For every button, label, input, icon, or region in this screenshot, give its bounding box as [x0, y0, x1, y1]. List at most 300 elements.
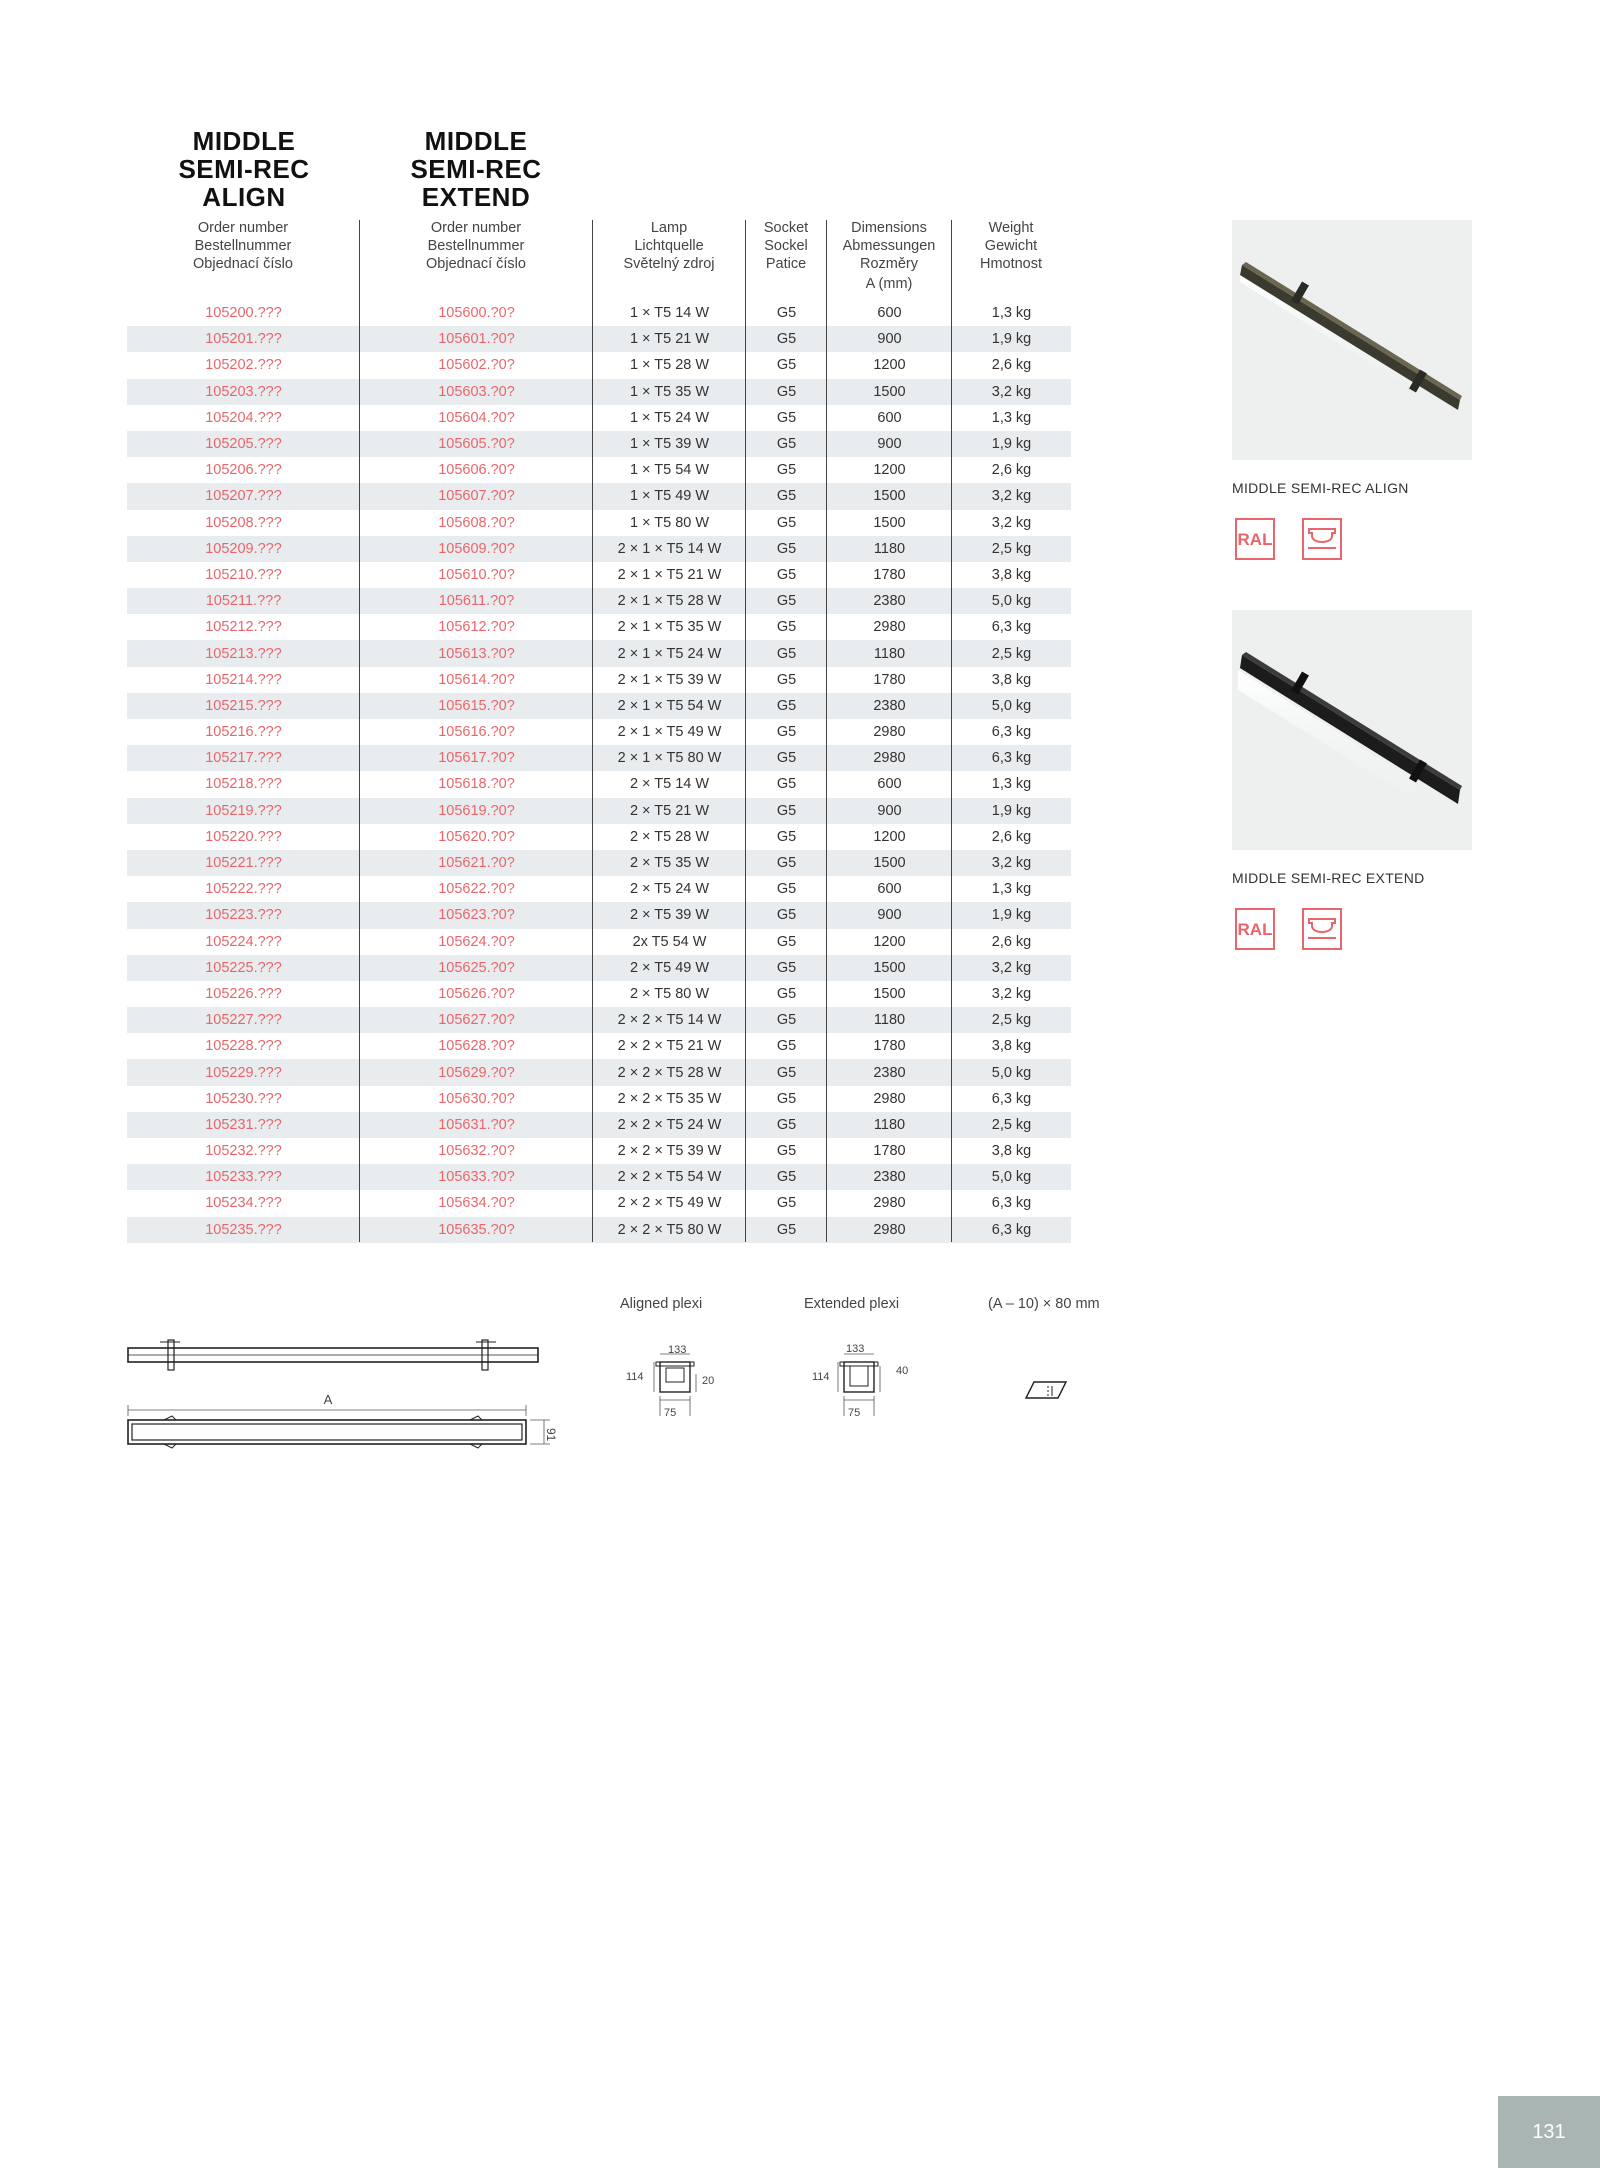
header-text: A (mm): [865, 276, 913, 292]
dim-40: 40: [896, 1365, 909, 1377]
dim-114: 114: [626, 1371, 644, 1383]
order-number-align-cell: 105205.???: [127, 431, 360, 457]
order-number-extend-cell: 105624.?0?: [438, 933, 515, 950]
order-number-extend-cell: 105626.?0?: [438, 985, 515, 1002]
header-text: Abmessungen: [842, 238, 936, 254]
header-socket: [746, 219, 826, 273]
dimension-cell: 600: [877, 881, 902, 898]
weight-cell: 3,2 kg: [952, 850, 1071, 876]
socket-cell: G5: [746, 1164, 827, 1190]
weight-cell: 2,6 kg: [991, 828, 1032, 845]
ceiling-cutout-icon: [1020, 1376, 1070, 1406]
order-number-align-cell: 105204.???: [205, 409, 282, 426]
order-number-align-cell: 105212.???: [205, 619, 282, 636]
lamp-cell: 2 × 1 × T5 35 W: [617, 619, 722, 636]
dim-114: 114: [812, 1371, 830, 1383]
dimension-cell: 600: [877, 305, 902, 322]
order-number-extend-cell: 105614.?0?: [438, 671, 515, 688]
table-row: [127, 562, 1071, 588]
order-number-align-cell: 105208.???: [205, 514, 282, 531]
cutout-label: (A – 10) × 80 mm: [988, 1296, 1100, 1312]
extended-plexi-section: [804, 1340, 914, 1434]
weight-cell: 3,8 kg: [991, 566, 1032, 583]
lamp-cell: 1 × T5 80 W: [629, 514, 710, 531]
order-number-extend-cell: 105604.?0?: [438, 409, 515, 426]
header-text: Objednací číslo: [426, 256, 526, 272]
header-weight: [952, 219, 1070, 273]
lamp-cell: 2 × T5 49 W: [593, 955, 746, 981]
table-row: [127, 510, 1071, 536]
header-order-align: [127, 219, 359, 273]
caption-align: MIDDLE SEMI-REC ALIGN: [1232, 480, 1409, 496]
lamp-cell: 2 × 2 × T5 49 W: [617, 1195, 722, 1212]
weight-cell: 2,6 kg: [991, 357, 1032, 374]
order-number-align-cell: 105218.???: [205, 776, 282, 793]
ral-label: RAL: [1237, 920, 1273, 939]
order-number-align-cell: 105234.???: [205, 1195, 282, 1212]
order-number-align-cell: 105229.???: [127, 1059, 360, 1085]
socket-cell: G5: [776, 357, 797, 374]
weight-cell: 1,3 kg: [991, 305, 1032, 322]
order-number-align-cell: 105217.???: [127, 745, 360, 771]
socket-cell: G5: [776, 776, 797, 793]
title-extend: [392, 127, 560, 211]
lamp-cell: 2 × T5 21 W: [593, 798, 746, 824]
order-number-align-cell: 105224.???: [205, 933, 282, 950]
dimension-cell: 2980: [827, 745, 952, 771]
dimension-cell: 1500: [827, 955, 952, 981]
weight-cell: 3,2 kg: [952, 379, 1071, 405]
header-text: Sockel: [764, 238, 808, 254]
socket-cell: G5: [776, 619, 797, 636]
weight-cell: 2,6 kg: [991, 462, 1032, 479]
dimension-cell: 900: [827, 431, 952, 457]
socket-cell: G5: [746, 693, 827, 719]
order-number-extend-cell: 105615.?0?: [360, 693, 593, 719]
socket-cell: G5: [776, 828, 797, 845]
order-number-align-cell: 105231.???: [127, 1112, 360, 1138]
socket-cell: G5: [776, 671, 797, 688]
socket-cell: G5: [776, 724, 797, 741]
aligned-plexi-label: Aligned plexi: [620, 1296, 703, 1312]
socket-cell: G5: [776, 1195, 797, 1212]
table-row: [127, 1164, 1071, 1190]
table-row: [127, 955, 1071, 981]
order-number-align-cell: 105220.???: [205, 828, 282, 845]
socket-cell: G5: [776, 409, 797, 426]
lamp-cell: 2 × 1 × T5 14 W: [593, 536, 746, 562]
order-number-extend-cell: 105635.?0?: [360, 1217, 593, 1243]
table-row: [127, 824, 1071, 850]
aligned-plexi-section: [620, 1344, 730, 1434]
order-number-align-cell: 105222.???: [205, 881, 282, 898]
order-number-extend-cell: 105620.?0?: [438, 828, 515, 845]
order-number-align-cell: 105213.???: [127, 640, 360, 666]
weight-cell: 3,8 kg: [991, 1143, 1032, 1160]
order-number-extend-cell: 105609.?0?: [360, 536, 593, 562]
header-text: Order number: [430, 220, 522, 236]
header-text: Objednací číslo: [193, 256, 293, 272]
title-extend-line1: MIDDLE: [424, 126, 528, 156]
order-number-extend-cell: 105611.?0?: [360, 588, 593, 614]
spec-table: [127, 300, 1071, 1243]
socket-cell: G5: [746, 1217, 827, 1243]
recessed-mount-icon: [1302, 518, 1342, 560]
page-number: 131: [1498, 2096, 1600, 2168]
dimension-cell: 1180: [827, 640, 952, 666]
socket-cell: G5: [746, 850, 827, 876]
table-row: [127, 1086, 1071, 1112]
weight-cell: 5,0 kg: [952, 588, 1071, 614]
order-number-align-cell: 105226.???: [205, 985, 282, 1002]
header-text: Rozměry: [859, 256, 918, 272]
socket-cell: G5: [776, 985, 797, 1002]
socket-cell: G5: [746, 483, 827, 509]
socket-cell: G5: [776, 462, 797, 479]
dimension-cell: 1180: [827, 536, 952, 562]
weight-cell: 5,0 kg: [952, 693, 1071, 719]
weight-cell: 1,3 kg: [991, 409, 1032, 426]
order-number-extend-cell: 105603.?0?: [360, 379, 593, 405]
header-text: Lichtquelle: [634, 238, 704, 254]
table-row: [127, 536, 1071, 562]
ral-label: RAL: [1237, 530, 1273, 549]
weight-cell: 3,8 kg: [991, 1038, 1032, 1055]
title-align: [160, 127, 328, 211]
order-number-align-cell: 105200.???: [205, 305, 282, 322]
lamp-cell: 2 × 1 × T5 28 W: [593, 588, 746, 614]
dimension-cell: 2980: [827, 1217, 952, 1243]
lamp-cell: 2 × T5 24 W: [629, 881, 710, 898]
weight-cell: 1,9 kg: [952, 431, 1071, 457]
weight-cell: 6,3 kg: [991, 619, 1032, 636]
lamp-cell: 2 × 2 × T5 14 W: [593, 1007, 746, 1033]
socket-cell: G5: [746, 798, 827, 824]
dimension-cell: 2980: [873, 1195, 906, 1212]
dim-75: 75: [664, 1407, 677, 1419]
table-row: [127, 300, 1071, 326]
table-row: [127, 431, 1071, 457]
lamp-cell: 2 × 1 × T5 80 W: [593, 745, 746, 771]
lamp-cell: 2 × 2 × T5 80 W: [593, 1217, 746, 1243]
title-extend-line3: EXTEND: [421, 182, 531, 212]
product-photo-extend: [1232, 610, 1472, 850]
order-number-align-cell: 105235.???: [127, 1217, 360, 1243]
order-number-extend-cell: 105607.?0?: [360, 483, 593, 509]
dimension-cell: 1500: [873, 985, 906, 1002]
weight-cell: 3,2 kg: [991, 985, 1032, 1002]
order-number-extend-cell: 105627.?0?: [360, 1007, 593, 1033]
lamp-cell: 2 × 1 × T5 39 W: [617, 671, 722, 688]
socket-cell: G5: [746, 902, 827, 928]
order-number-align-cell: 105202.???: [205, 357, 282, 374]
weight-cell: 2,6 kg: [991, 933, 1032, 950]
dimension-cell: 600: [877, 409, 902, 426]
header-text: Gewicht: [984, 238, 1038, 254]
product-photo-align: [1232, 220, 1472, 460]
socket-cell: G5: [746, 1059, 827, 1085]
recessed-mount-icon: [1302, 908, 1342, 950]
socket-cell: G5: [746, 536, 827, 562]
table-row: [127, 1112, 1071, 1138]
column-divider: [592, 220, 593, 1242]
header-text: Order number: [197, 220, 289, 236]
order-number-extend-cell: 105602.?0?: [438, 357, 515, 374]
dimension-cell: 1500: [827, 483, 952, 509]
lamp-cell: 2 × 1 × T5 54 W: [593, 693, 746, 719]
order-number-align-cell: 105221.???: [127, 850, 360, 876]
luminaire-align-image: [1232, 220, 1472, 460]
order-number-extend-cell: 105617.?0?: [360, 745, 593, 771]
order-number-extend-cell: 105625.?0?: [360, 955, 593, 981]
socket-cell: G5: [746, 588, 827, 614]
order-number-extend-cell: 105634.?0?: [438, 1195, 515, 1212]
order-number-align-cell: 105227.???: [127, 1007, 360, 1033]
lamp-cell: 2 × 2 × T5 35 W: [617, 1090, 722, 1107]
order-number-align-cell: 105206.???: [205, 462, 282, 479]
socket-cell: G5: [776, 305, 797, 322]
order-number-extend-cell: 105601.?0?: [360, 326, 593, 352]
table-row: [127, 1217, 1071, 1243]
order-number-align-cell: 105225.???: [127, 955, 360, 981]
table-row: [127, 929, 1071, 955]
table-row: [127, 798, 1071, 824]
extended-plexi-label: Extended plexi: [804, 1296, 900, 1312]
order-number-align-cell: 105209.???: [127, 536, 360, 562]
title-align-line2: SEMI-REC: [178, 154, 310, 184]
order-number-extend-cell: 105612.?0?: [438, 619, 515, 636]
socket-cell: G5: [776, 1090, 797, 1107]
order-number-align-cell: 105203.???: [127, 379, 360, 405]
weight-cell: 3,2 kg: [991, 514, 1032, 531]
table-row: [127, 902, 1071, 928]
weight-cell: 6,3 kg: [991, 1195, 1032, 1212]
lamp-cell: 2 × T5 80 W: [629, 985, 710, 1002]
column-divider: [951, 220, 952, 1242]
weight-cell: 6,3 kg: [952, 1217, 1071, 1243]
table-row: [127, 379, 1071, 405]
dimension-cell: 2380: [827, 588, 952, 614]
table-row: [127, 1033, 1071, 1059]
lamp-cell: 2 × T5 28 W: [629, 828, 710, 845]
dimension-cell: 600: [877, 776, 902, 793]
dimension-cell: 900: [827, 902, 952, 928]
order-number-extend-cell: 105610.?0?: [438, 566, 515, 583]
order-number-align-cell: 105219.???: [127, 798, 360, 824]
order-number-extend-cell: 105630.?0?: [438, 1090, 515, 1107]
table-row: [127, 614, 1071, 640]
dimension-cell: 1780: [873, 566, 906, 583]
weight-cell: 2,5 kg: [952, 1007, 1071, 1033]
dimension-cell: 1780: [873, 671, 906, 688]
column-divider: [826, 220, 827, 1242]
socket-cell: G5: [746, 379, 827, 405]
technical-drawing-side: [120, 1330, 570, 1465]
table-row: [127, 640, 1071, 666]
socket-cell: G5: [776, 933, 797, 950]
weight-cell: 1,9 kg: [952, 326, 1071, 352]
order-number-align-cell: 105210.???: [205, 566, 282, 583]
title-extend-line2: SEMI-REC: [410, 154, 542, 184]
order-number-align-cell: 105216.???: [205, 724, 282, 741]
table-row: [127, 719, 1071, 745]
lamp-cell: 1 × T5 54 W: [629, 462, 710, 479]
table-row: [127, 745, 1071, 771]
socket-cell: G5: [746, 1007, 827, 1033]
lamp-cell: 2 × 2 × T5 28 W: [593, 1059, 746, 1085]
dimension-cell: 1200: [873, 828, 906, 845]
ral-badge-extend: [1235, 908, 1275, 950]
socket-cell: G5: [776, 881, 797, 898]
caption-extend: MIDDLE SEMI-REC EXTEND: [1232, 870, 1425, 886]
title-align-line1: MIDDLE: [192, 126, 296, 156]
dimension-cell: 1780: [873, 1143, 906, 1160]
lamp-cell: 2 × 1 × T5 49 W: [617, 724, 722, 741]
order-number-align-cell: 105228.???: [205, 1038, 282, 1055]
socket-cell: G5: [776, 1038, 797, 1055]
weight-cell: 1,3 kg: [991, 776, 1032, 793]
header-text: Hmotnost: [979, 256, 1043, 272]
order-number-extend-cell: 105616.?0?: [438, 724, 515, 741]
order-number-align-cell: 105207.???: [127, 483, 360, 509]
lamp-cell: 1 × T5 24 W: [629, 409, 710, 426]
column-divider: [359, 220, 360, 1242]
dimension-cell: 2380: [827, 1059, 952, 1085]
dim-133: 133: [668, 1344, 687, 1356]
header-text: Bestellnummer: [194, 238, 292, 254]
table-row: [127, 667, 1071, 693]
table-row: [127, 457, 1071, 483]
header-lamp: [593, 219, 745, 273]
header-text: Patice: [765, 256, 807, 272]
order-number-align-cell: 105201.???: [127, 326, 360, 352]
header-text: Dimensions: [851, 220, 927, 236]
lamp-cell: 2 × 2 × T5 39 W: [617, 1143, 722, 1160]
order-number-align-cell: 105215.???: [127, 693, 360, 719]
order-number-align-cell: 105223.???: [127, 902, 360, 928]
weight-cell: 3,2 kg: [952, 483, 1071, 509]
order-number-extend-cell: 105600.?0?: [438, 305, 515, 322]
order-number-extend-cell: 105621.?0?: [360, 850, 593, 876]
socket-cell: G5: [776, 514, 797, 531]
weight-cell: 2,5 kg: [952, 1112, 1071, 1138]
dim-133: 133: [846, 1343, 865, 1355]
header-text: Bestellnummer: [427, 238, 525, 254]
table-row: [127, 588, 1071, 614]
dimension-cell: 2980: [873, 724, 906, 741]
lamp-cell: 1 × T5 14 W: [629, 305, 710, 322]
dimension-cell: 1180: [827, 1007, 952, 1033]
weight-cell: 6,3 kg: [991, 1090, 1032, 1107]
order-number-extend-cell: 105629.?0?: [360, 1059, 593, 1085]
weight-cell: 5,0 kg: [952, 1164, 1071, 1190]
weight-cell: 6,3 kg: [952, 745, 1071, 771]
lamp-cell: 2 × 1 × T5 24 W: [593, 640, 746, 666]
lamp-cell: 2 × 2 × T5 54 W: [593, 1164, 746, 1190]
header-order-extend: [360, 219, 592, 273]
order-number-align-cell: 105232.???: [205, 1143, 282, 1160]
order-number-extend-cell: 105622.?0?: [438, 881, 515, 898]
table-row: [127, 876, 1071, 902]
dimension-cell: 900: [827, 326, 952, 352]
lamp-cell: 2 × T5 35 W: [593, 850, 746, 876]
order-number-extend-cell: 105619.?0?: [360, 798, 593, 824]
dimension-a-label: A: [323, 1392, 333, 1407]
header-text: Světelný zdroj: [623, 256, 715, 272]
order-number-extend-cell: 105618.?0?: [438, 776, 515, 793]
dim-75: 75: [848, 1407, 861, 1419]
lamp-cell: 1 × T5 39 W: [593, 431, 746, 457]
table-row: [127, 981, 1071, 1007]
lamp-cell: 2 × 1 × T5 21 W: [617, 566, 722, 583]
socket-cell: G5: [746, 640, 827, 666]
order-number-align-cell: 105233.???: [127, 1164, 360, 1190]
table-row: [127, 693, 1071, 719]
header-text: Socket: [763, 220, 809, 236]
dimension-cell: 2980: [873, 619, 906, 636]
weight-cell: 1,9 kg: [952, 798, 1071, 824]
socket-cell: G5: [746, 1112, 827, 1138]
header-text: Weight: [988, 220, 1034, 236]
lamp-cell: 2 × T5 39 W: [593, 902, 746, 928]
ral-badge-align: [1235, 518, 1275, 560]
order-number-extend-cell: 105623.?0?: [360, 902, 593, 928]
dimension-cell: 1200: [873, 462, 906, 479]
table-row: [127, 326, 1071, 352]
weight-cell: 3,8 kg: [991, 671, 1032, 688]
dimension-cell: 1500: [873, 514, 906, 531]
dimension-cell: 1200: [873, 357, 906, 374]
order-number-extend-cell: 105613.?0?: [360, 640, 593, 666]
order-number-extend-cell: 105608.?0?: [438, 514, 515, 531]
lamp-cell: 2 × 2 × T5 21 W: [617, 1038, 722, 1055]
table-row: [127, 1007, 1071, 1033]
order-number-extend-cell: 105633.?0?: [360, 1164, 593, 1190]
dimension-cell: 1180: [827, 1112, 952, 1138]
dim-20: 20: [702, 1375, 715, 1387]
weight-cell: 1,9 kg: [952, 902, 1071, 928]
order-number-align-cell: 105211.???: [127, 588, 360, 614]
order-number-extend-cell: 105606.?0?: [438, 462, 515, 479]
socket-cell: G5: [746, 745, 827, 771]
dimension-91-label: 91: [544, 1428, 558, 1442]
dimension-cell: 1500: [827, 379, 952, 405]
table-row: [127, 850, 1071, 876]
lamp-cell: 2 × 2 × T5 24 W: [593, 1112, 746, 1138]
lamp-cell: 1 × T5 49 W: [593, 483, 746, 509]
lamp-cell: 2x T5 54 W: [632, 933, 707, 950]
table-row: [127, 352, 1071, 378]
table-row: [127, 1190, 1071, 1216]
weight-cell: 6,3 kg: [991, 724, 1032, 741]
table-row: [127, 1059, 1071, 1085]
header-dimensions: [827, 219, 951, 293]
dimension-cell: 900: [827, 798, 952, 824]
order-number-align-cell: 105230.???: [205, 1090, 282, 1107]
dimension-cell: 2380: [827, 693, 952, 719]
table-row: [127, 1138, 1071, 1164]
lamp-cell: 1 × T5 35 W: [593, 379, 746, 405]
order-number-extend-cell: 105628.?0?: [438, 1038, 515, 1055]
lamp-cell: 1 × T5 21 W: [593, 326, 746, 352]
luminaire-extend-image: [1232, 610, 1472, 850]
lamp-cell: 1 × T5 28 W: [629, 357, 710, 374]
order-number-extend-cell: 105632.?0?: [438, 1143, 515, 1160]
title-align-line3: ALIGN: [202, 182, 286, 212]
order-number-align-cell: 105214.???: [205, 671, 282, 688]
weight-cell: 1,3 kg: [991, 881, 1032, 898]
dimension-cell: 2380: [827, 1164, 952, 1190]
